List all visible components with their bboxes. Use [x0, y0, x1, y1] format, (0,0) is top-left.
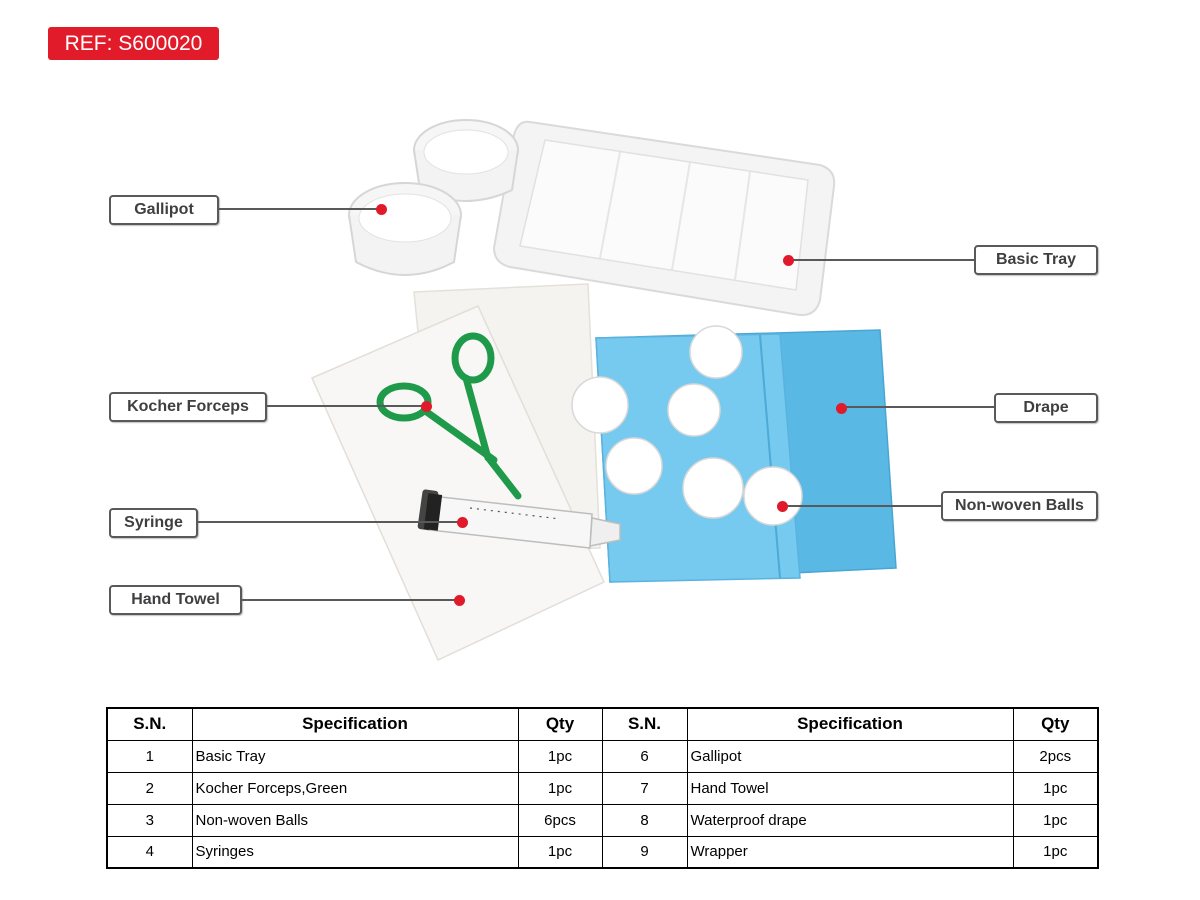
marker-dot-hand-towel: [454, 595, 465, 606]
marker-dot-drape: [836, 403, 847, 414]
cell-sn: 1: [107, 740, 192, 772]
cell-qty: 2pcs: [1013, 740, 1098, 772]
cell-sn: 7: [602, 772, 687, 804]
cell-qty: 1pc: [1013, 772, 1098, 804]
callout-gallipot: Gallipot: [109, 195, 219, 225]
table-row: [107, 772, 1098, 804]
header-spec-right: Specification: [687, 708, 1013, 740]
cell-spec: Gallipot: [687, 740, 1013, 772]
marker-dot-basic-tray: [783, 255, 794, 266]
cell-spec: Kocher Forceps,Green: [192, 772, 518, 804]
leader-line-kocher-forceps: [267, 405, 426, 407]
ref-badge: REF: S600020: [48, 27, 219, 60]
cell-sn: 9: [602, 836, 687, 868]
marker-dot-kocher-forceps: [421, 401, 432, 412]
table-row: [107, 740, 1098, 772]
callout-drape: Drape: [994, 393, 1098, 423]
cell-spec: Waterproof drape: [687, 804, 1013, 836]
leader-line-drape: [841, 406, 994, 408]
table-row: [107, 836, 1098, 868]
gallipot-illustration: [349, 120, 518, 275]
specification-table: [106, 707, 1099, 869]
header-sn-right: S.N.: [602, 708, 687, 740]
leader-line-gallipot: [219, 208, 381, 210]
cell-sn: 3: [107, 804, 192, 836]
cell-qty: 6pcs: [518, 804, 602, 836]
cell-qty: 1pc: [518, 740, 602, 772]
header-qty-right: Qty: [1013, 708, 1098, 740]
leader-line-syringe: [198, 521, 462, 523]
cell-qty: 1pc: [518, 772, 602, 804]
header-spec-left: Specification: [192, 708, 518, 740]
table-row: [107, 804, 1098, 836]
marker-dot-syringe: [457, 517, 468, 528]
callout-kocher-forceps: Kocher Forceps: [109, 392, 267, 422]
header-sn-left: S.N.: [107, 708, 192, 740]
cell-qty: 1pc: [1013, 836, 1098, 868]
marker-dot-gallipot: [376, 204, 387, 215]
table-header-row: [107, 708, 1098, 740]
cell-sn: 2: [107, 772, 192, 804]
cell-spec: Wrapper: [687, 836, 1013, 868]
cell-spec: Basic Tray: [192, 740, 518, 772]
cell-spec: Hand Towel: [687, 772, 1013, 804]
leader-line-hand-towel: [242, 599, 459, 601]
cell-sn: 6: [602, 740, 687, 772]
header-qty-left: Qty: [518, 708, 602, 740]
callout-hand-towel: Hand Towel: [109, 585, 242, 615]
marker-dot-non-woven-balls: [777, 501, 788, 512]
leader-line-basic-tray: [788, 259, 974, 261]
cell-qty: 1pc: [518, 836, 602, 868]
callout-non-woven-balls: Non-woven Balls: [941, 491, 1098, 521]
cell-sn: 4: [107, 836, 192, 868]
cell-spec: Syringes: [192, 836, 518, 868]
callout-syringe: Syringe: [109, 508, 198, 538]
cell-qty: 1pc: [1013, 804, 1098, 836]
cell-spec: Non-woven Balls: [192, 804, 518, 836]
leader-line-non-woven-balls: [782, 505, 941, 507]
callout-basic-tray: Basic Tray: [974, 245, 1098, 275]
cell-sn: 8: [602, 804, 687, 836]
